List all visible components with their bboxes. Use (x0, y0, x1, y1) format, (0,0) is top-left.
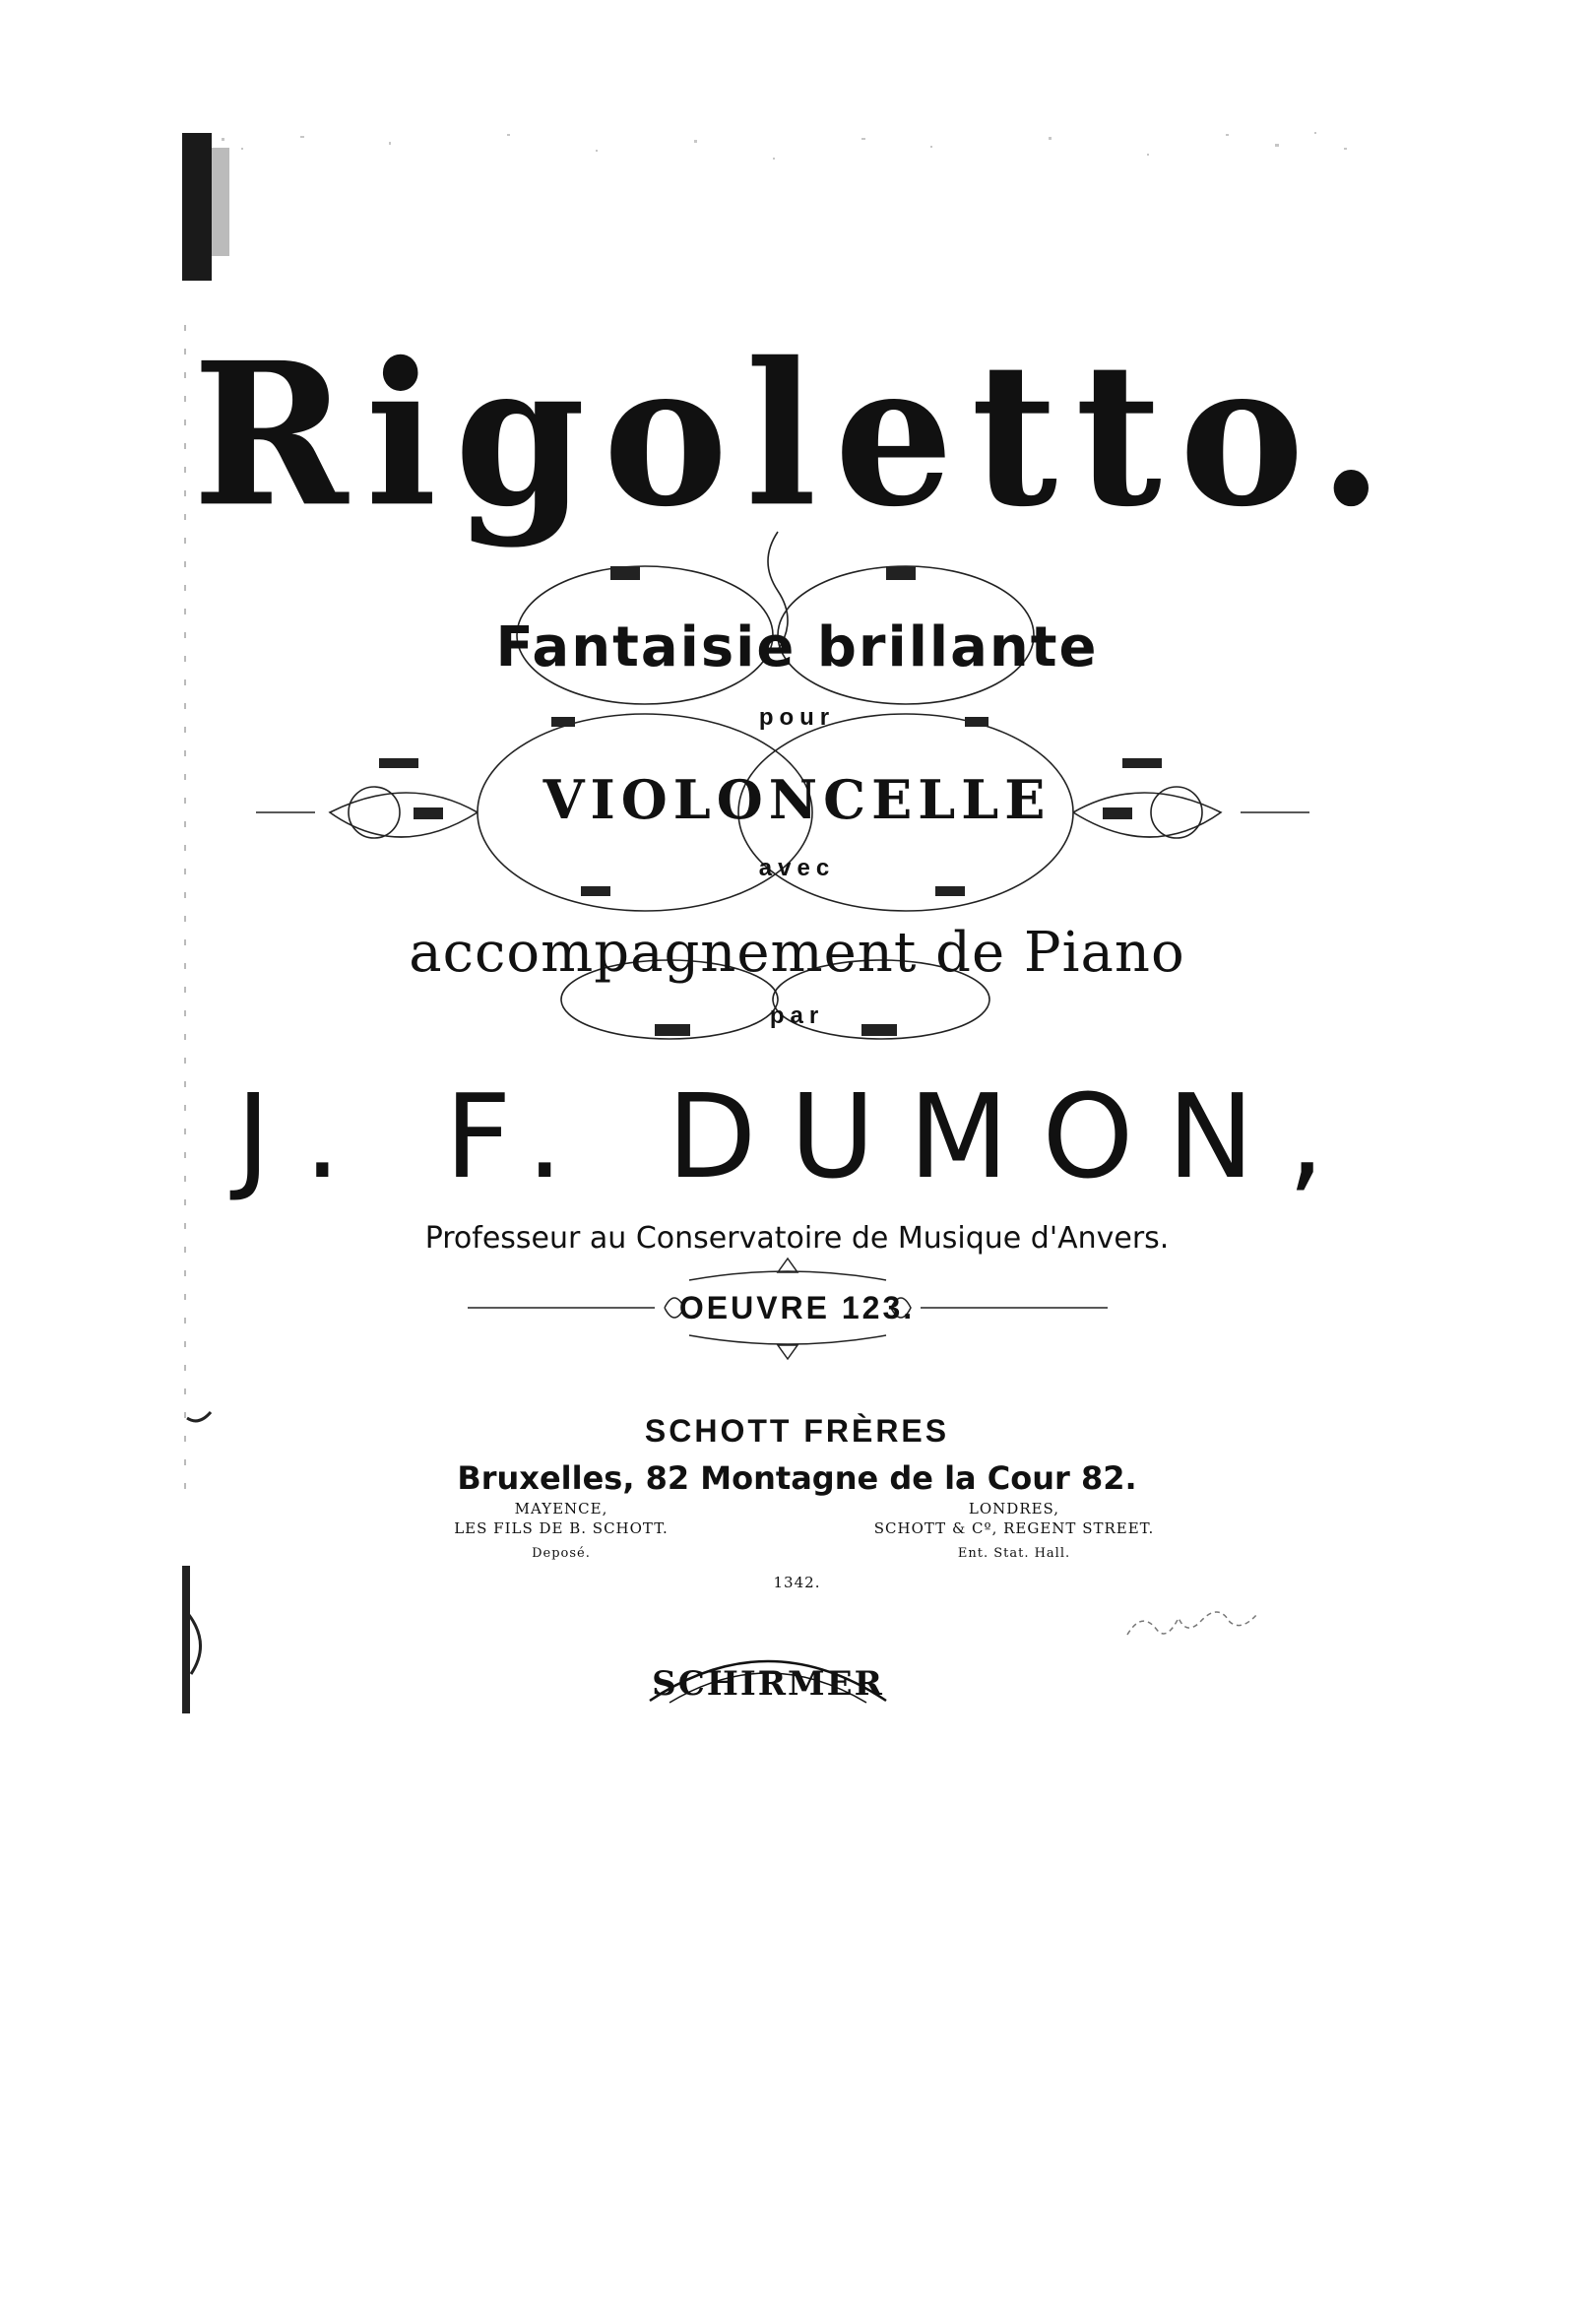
composer-name: J. F. DUMON, (235, 1068, 1359, 1204)
branch-right-city: LONDRES, (968, 1500, 1060, 1517)
branch-right-note: Ent. Stat. Hall. (957, 1546, 1071, 1561)
branch-left-city: MAYENCE, (514, 1500, 608, 1517)
instrument-name: VIOLONCELLE (542, 768, 1052, 831)
branch-right-firm: SCHOTT & Cº, REGENT STREET. (873, 1519, 1155, 1537)
word-avec: avec (758, 855, 836, 881)
score-title: Rigoletto. (192, 319, 1402, 550)
handwritten-mark (1122, 1600, 1300, 1649)
score-subtitle: Fantaisie brillante (495, 615, 1099, 679)
scan-noise-top (182, 128, 1393, 207)
composer-title: Professeur au Conservatoire de Musique d'Anvers. (424, 1221, 1170, 1256)
branch-left-note: Deposé. (532, 1546, 591, 1561)
plate-number: 1342. (773, 1574, 821, 1591)
publisher-address: Bruxelles, 82 Montagne de la Cour 82. (457, 1459, 1137, 1497)
word-pour: pour (758, 704, 836, 731)
library-stamp-text: SCHIRMER (652, 1664, 884, 1704)
accompaniment-line: accompagnement de Piano (409, 921, 1185, 985)
branch-left-firm: LES FILS DE B. SCHOTT. (454, 1519, 669, 1537)
publisher-name: SCHOTT FRÈRES (644, 1413, 950, 1449)
word-par: par (769, 1002, 825, 1029)
branch-left (414, 1499, 709, 1564)
branch-right (852, 1499, 1177, 1564)
opus-number: OEUVRE 123. (678, 1290, 916, 1325)
